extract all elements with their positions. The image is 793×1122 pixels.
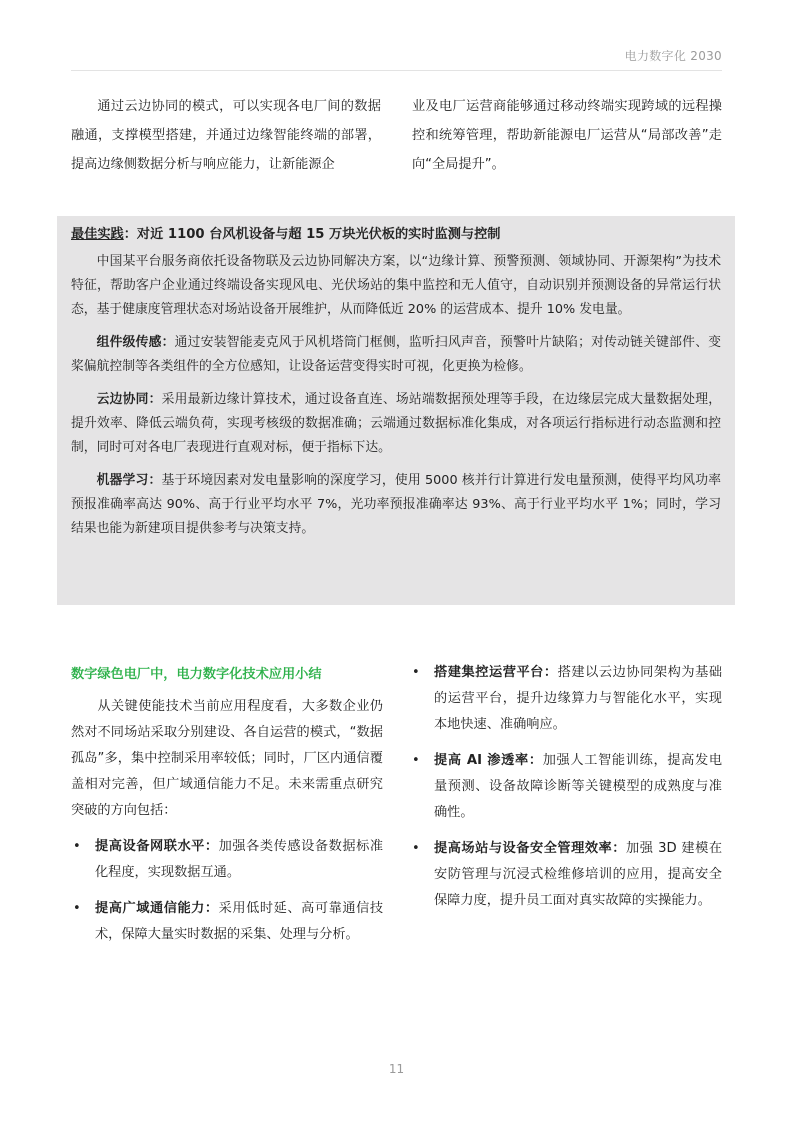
list-item — [410, 660, 722, 738]
best-practice-heading: ：对近 1100 台风机设备与超 15 万块光伏板的实时监测与控制 — [123, 227, 501, 242]
page-header — [71, 40, 722, 71]
paragraph-text: 采用最新边缘计算技术，通过设备直连、场站端数据预处理等手段，在边缘层完成大量数据处理，提升效率、降低云端负荷，实现考核级的数据准确；云端通过数据标准化集成，对各项运行指标进行动态监测和控制，同时可对各电厂表现进行直观对标，便于指标下达。 — [71, 392, 722, 455]
page-number: 11 — [388, 1062, 405, 1076]
paragraph-lead: 云边协同： — [96, 392, 162, 407]
summary-section — [71, 660, 722, 958]
bullet-icon: • — [412, 665, 420, 680]
intro-left-column: 通过云边协同的模式，可以实现各电厂间的数据融通，支撑模型搭建，并通过边缘智能终端的部署，提高边缘侧数据分析与响应能力，让新能源企 — [71, 99, 381, 172]
best-practice-label: 最佳实践 — [71, 227, 124, 242]
bullet-icon: • — [73, 839, 81, 854]
bullet-text: 加强 3D 建模在安防管理与沉浸式检维修培训的应用，提高安全保障力度，提升员工面对真实故障的实操能力。 — [434, 841, 723, 908]
summary-right-column — [410, 660, 722, 958]
list-item — [410, 748, 722, 826]
bullet-text: 搭建以云边协同架构为基础的运营平台，提升边缘算力与智能化水平，实现本地快速、准确响应。 — [434, 665, 723, 732]
bullet-icon: • — [412, 753, 420, 768]
bullet-lead: 搭建集控运营平台： — [434, 665, 558, 680]
bullet-lead: 提高 AI 渗透率： — [434, 753, 543, 768]
summary-left-column — [71, 660, 383, 958]
best-practice-box — [57, 216, 735, 605]
bullet-text: 采用低时延、高可靠通信技术，保障大量实时数据的采集、处理与分析。 — [95, 901, 384, 942]
intro-section — [71, 92, 722, 179]
paragraph-text: 通过安装智能麦克风于风机塔筒门框侧，监听扫风声音，预警叶片缺陷；对传动链关键部件、变桨偏航控制等各类组件的全方位感知，让设备运营变得实时可视，化更换为检修。 — [71, 335, 722, 374]
best-practice-paragraph — [71, 388, 721, 460]
paragraph-lead: 机器学习： — [96, 473, 162, 488]
bullet-icon: • — [73, 901, 81, 916]
summary-left-list — [71, 834, 383, 948]
paragraph-text: 基于环境因素对发电量影响的深度学习，使用 5000 核并行计算进行发电量预测，使得平均风功率预报准确率高达 90%、高于行业平均水平 7%，光功率预报准确率达 93%、高于行业平均水平 1%；同时，学习结果也能为新建项目提供参考与决策支持。 — [71, 473, 722, 536]
summary-intro: 从关键使能技术当前应用程度看，大多数企业仍然对不同场站采取分别建设、各自运营的模式，“数据孤岛”多，集中控制采用率较低；同时，厂区内通信覆盖相对完善，但广域通信能力不足。未来需重点研究突破的方向包括： — [71, 699, 383, 818]
intro-right-column: 业及电厂运营商能够通过移动终端实现跨域的远程操控和统筹管理，帮助新能源电厂运营从“局部改善”走向“全局提升”。 — [412, 99, 722, 172]
best-practice-paragraph — [71, 331, 721, 379]
paragraph-text: 中国某平台服务商依托设备物联及云边协同解决方案，以“边缘计算、预警预测、领域协同、开源架构”为技术特征，帮助客户企业通过终端设备实现风电、光伏场站的集中监控和无人值守，自动识别并预测设备的异常运行状态，基于健康度管理状态对场站设备开展维护，从而降低近 20% 的运营成本、提升 10% 发电量。 — [71, 254, 721, 317]
bullet-text: 加强各类传感设备数据标准化程度，实现数据互通。 — [95, 839, 384, 880]
summary-right-list — [410, 660, 722, 914]
bullet-text: 加强人工智能训练，提高发电量预测、设备故障诊断等关键模型的成熟度与准确性。 — [434, 753, 723, 820]
summary-title: 数字绿色电厂中，电力数字化技术应用小结 — [71, 667, 322, 682]
best-practice-title — [71, 220, 721, 249]
best-practice-paragraph — [71, 469, 721, 541]
bullet-icon: • — [412, 841, 420, 856]
bullet-lead: 提高设备网联水平： — [95, 839, 219, 854]
bullet-lead: 提高广域通信能力： — [95, 901, 219, 916]
header-title: 电力数字化 2030 — [624, 49, 722, 63]
bullet-lead: 提高场站与设备安全管理效率： — [434, 841, 626, 856]
best-practice-paragraph — [71, 250, 721, 322]
list-item — [71, 896, 383, 948]
list-item — [71, 834, 383, 886]
paragraph-lead: 组件级传感： — [96, 335, 175, 350]
list-item — [410, 836, 722, 914]
